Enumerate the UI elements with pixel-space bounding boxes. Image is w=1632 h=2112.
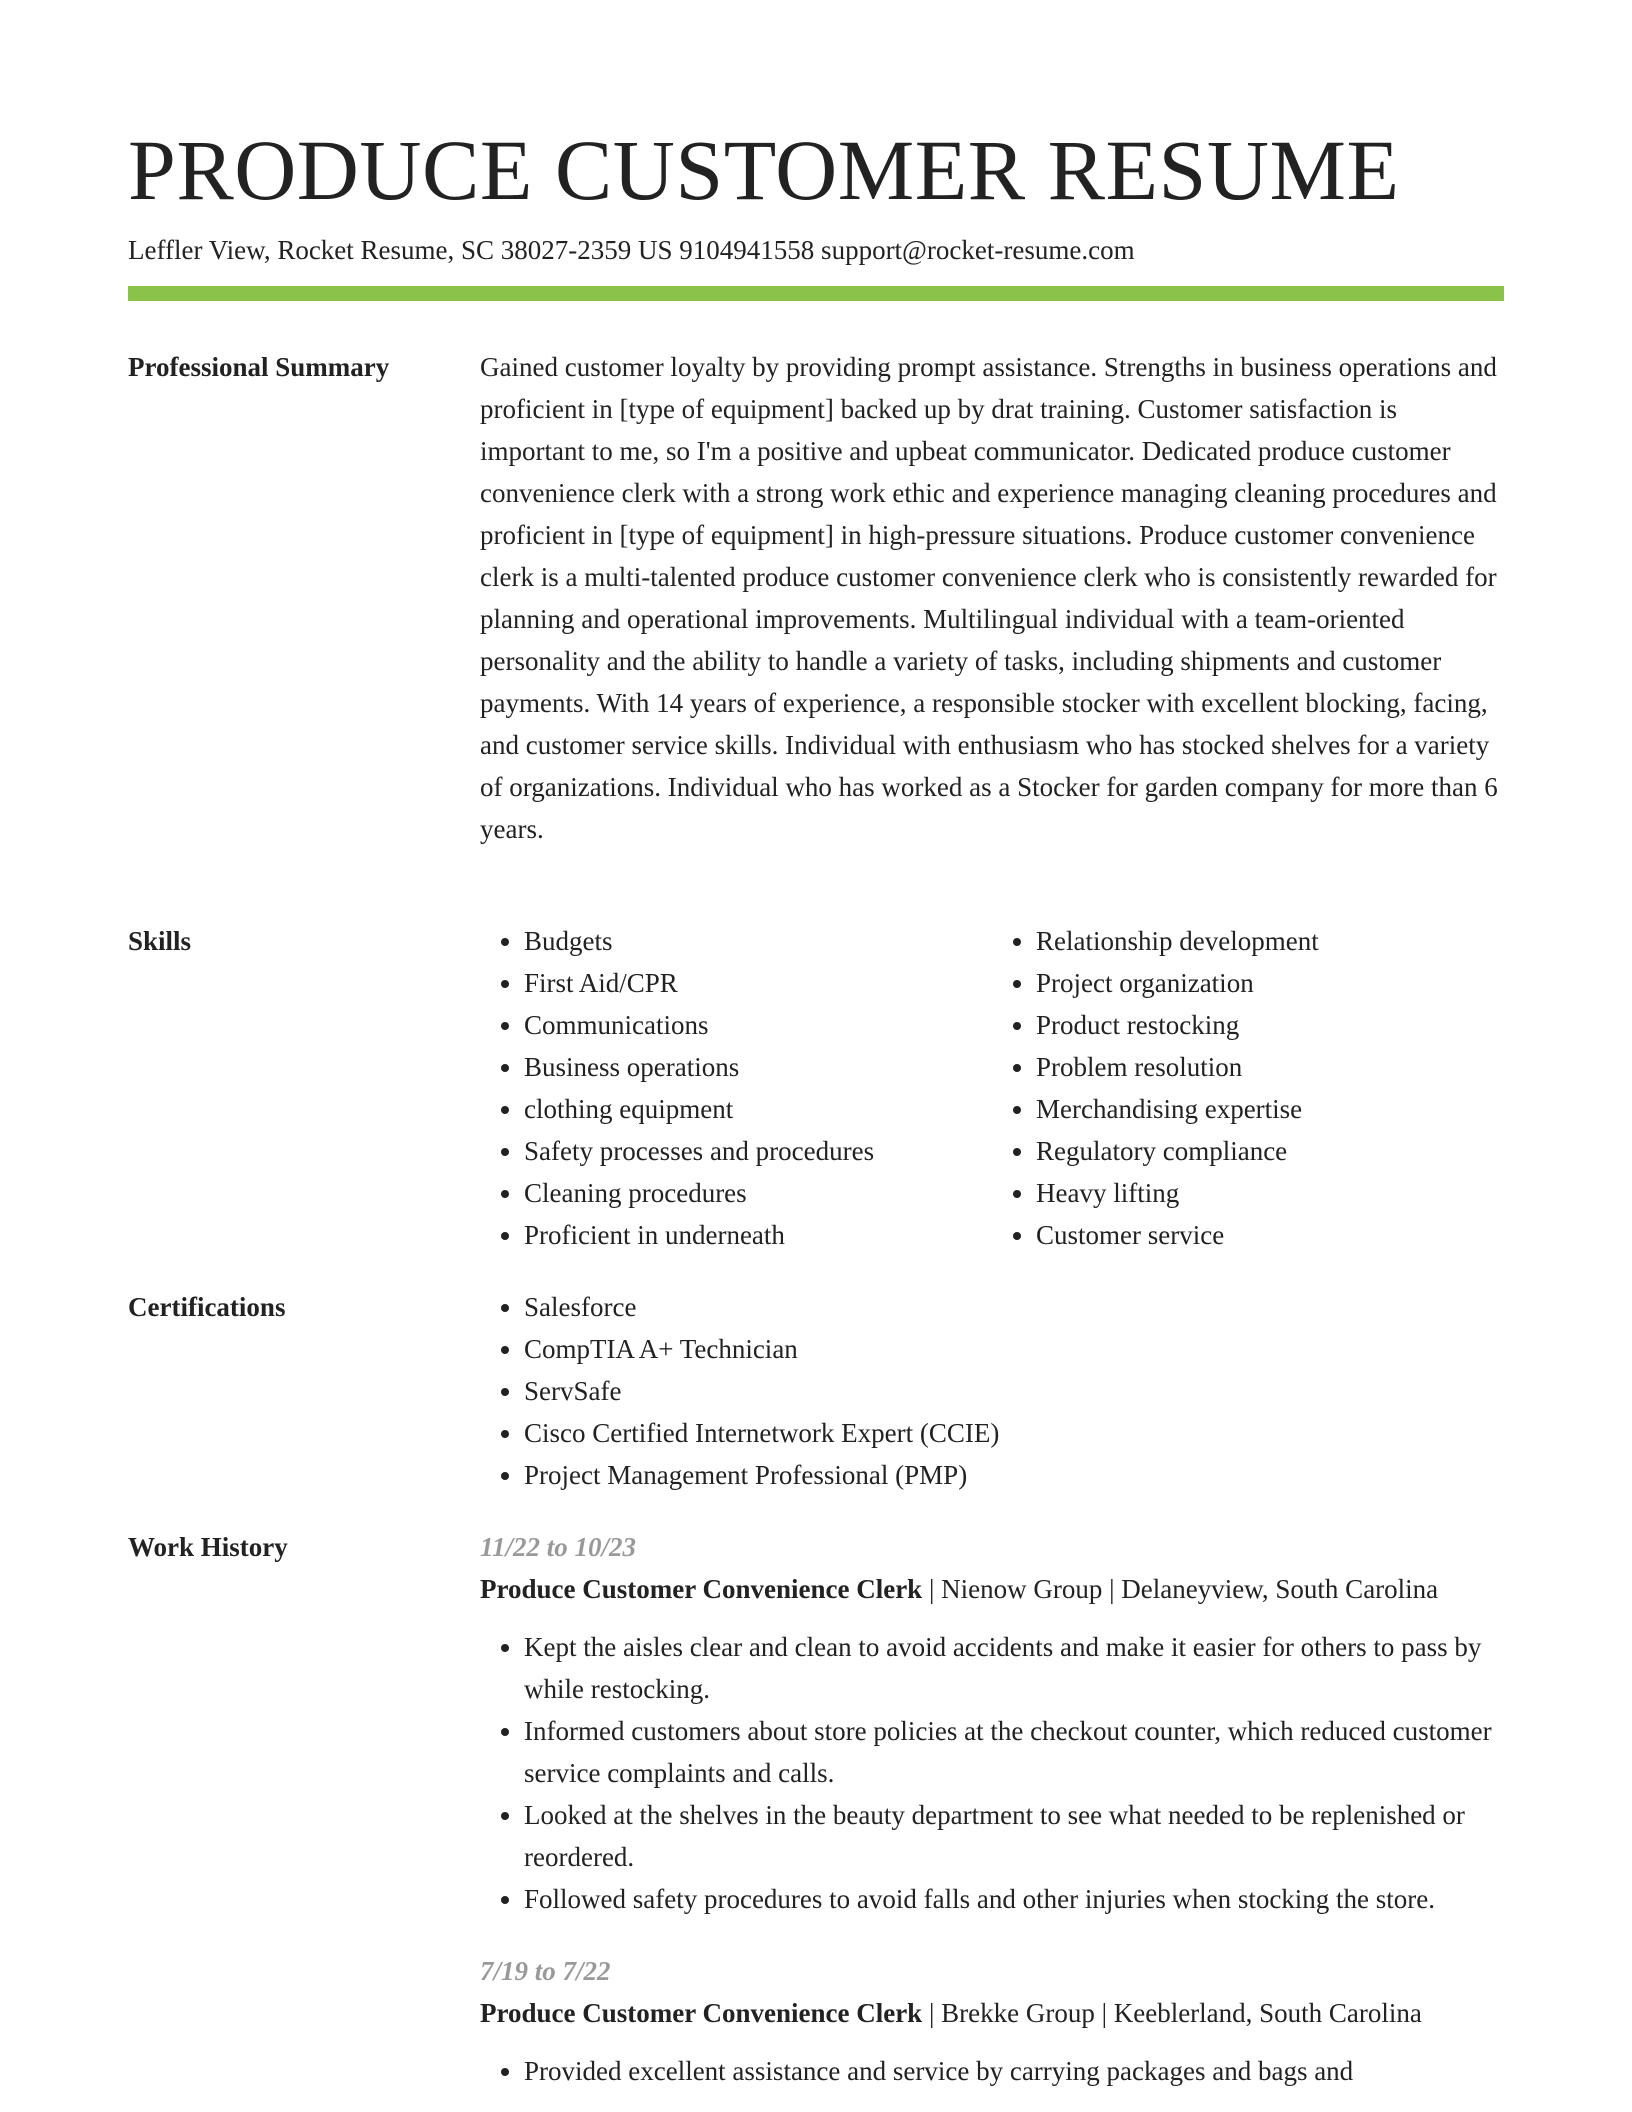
skill-item: • Heavy lifting [1036, 1172, 1504, 1214]
skills-section [128, 920, 1504, 1256]
job-entry [480, 1526, 1504, 1920]
skill-item: • clothing equipment [524, 1088, 992, 1130]
job-bullets [480, 1626, 1504, 1920]
certifications-list [480, 1286, 1504, 1496]
skill-item: • Merchandising expertise [1036, 1088, 1504, 1130]
job-bullet: • Followed safety procedures to avoid falls and other injuries when stocking the store. [524, 1878, 1504, 1920]
certification-item: • Cisco Certified Internetwork Expert (CCIE) [524, 1412, 1504, 1454]
skill-item: • Regulatory compliance [1036, 1130, 1504, 1172]
skill-item: • Cleaning procedures [524, 1172, 992, 1214]
job-bullet: • Provided excellent assistance and service by carrying packages and bags and [524, 2050, 1504, 2092]
contact-line: Leffler View, Rocket Resume, SC 38027-2359 US 9104941558 support@rocket-resume.com [128, 235, 1135, 265]
resume-header [128, 118, 1504, 268]
skill-item: • Budgets [524, 920, 992, 962]
work-history-section [128, 1526, 1504, 2112]
summary-section [128, 346, 1504, 890]
job-title: Produce Customer Convenience Clerk [480, 1574, 923, 1604]
job-bullet: • Kept the aisles clear and clean to avoid accidents and make it easier for others to pass by while restocking. [524, 1626, 1504, 1710]
job-header [480, 1568, 1504, 1610]
summary-text: Gained customer loyalty by providing prompt assistance. Strengths in business operations and proficient in [type of equipment] backed up by drat training. Customer satisfaction is important to me, so I'm a positive and upbeat communicator. Dedicated produce customer convenience clerk with a strong work ethic and experience managing cleaning procedures and proficient in [type of equipment] in high-pressure situations. Produce customer convenience clerk is a multi-talented produce customer convenience clerk who is consistently rewarded for planning and operational improvements. Multilingual individual with a team-oriented personality and the ability to handle a variety of tasks, including shipments and customer payments. With 14 years of experience, a responsible stocker with excellent blocking, facing, and customer service skills. Individual with enthusiasm who has stocked shelves for a variety of organizations. Individual who has worked as a Stocker for garden company for more than 6 years. [480, 352, 1498, 844]
job-title: Produce Customer Convenience Clerk [480, 1998, 923, 2028]
job-dates: 7/19 to 7/22 [480, 1956, 611, 1986]
certifications-section [128, 1286, 1504, 1496]
certification-item: • Project Management Professional (PMP) [524, 1454, 1504, 1496]
skills-heading: Skills [128, 926, 192, 956]
skill-item: • Project organization [1036, 962, 1504, 1004]
summary-heading: Professional Summary [128, 352, 390, 382]
work-history-heading: Work History [128, 1532, 288, 1562]
resume-title: PRODUCE CUSTOMER RESUME [128, 122, 1400, 218]
certification-item: • ServSafe [524, 1370, 1504, 1412]
accent-divider [128, 286, 1504, 301]
skill-item: • Business operations [524, 1046, 992, 1088]
job-entry [480, 1950, 1504, 2092]
certifications-heading: Certifications [128, 1292, 286, 1322]
skills-list-right [992, 920, 1504, 1256]
skill-item: • Safety processes and procedures [524, 1130, 992, 1172]
certification-item: • Salesforce [524, 1286, 1504, 1328]
skill-item: • First Aid/CPR [524, 962, 992, 1004]
skill-item: • Proficient in underneath [524, 1214, 992, 1256]
job-bullets [480, 2050, 1504, 2092]
job-bullet: • Looked at the shelves in the beauty department to see what needed to be replenished or reordered. [524, 1794, 1504, 1878]
skill-item: • Communications [524, 1004, 992, 1046]
job-header [480, 1992, 1504, 2034]
job-details: | Brekke Group | Keeblerland, South Carolina [922, 1998, 1422, 2028]
skill-item: • Product restocking [1036, 1004, 1504, 1046]
skill-item: • Customer service [1036, 1214, 1504, 1256]
job-dates: 11/22 to 10/23 [480, 1532, 637, 1562]
skill-item: • Problem resolution [1036, 1046, 1504, 1088]
certification-item: • CompTIA A+ Technician [524, 1328, 1504, 1370]
job-bullet: • Informed customers about store policies at the checkout counter, which reduced customer service complaints and calls. [524, 1710, 1504, 1794]
job-details: | Nienow Group | Delaneyview, South Carolina [922, 1574, 1439, 1604]
skill-item: • Relationship development [1036, 920, 1504, 962]
skills-list-left [480, 920, 992, 1256]
